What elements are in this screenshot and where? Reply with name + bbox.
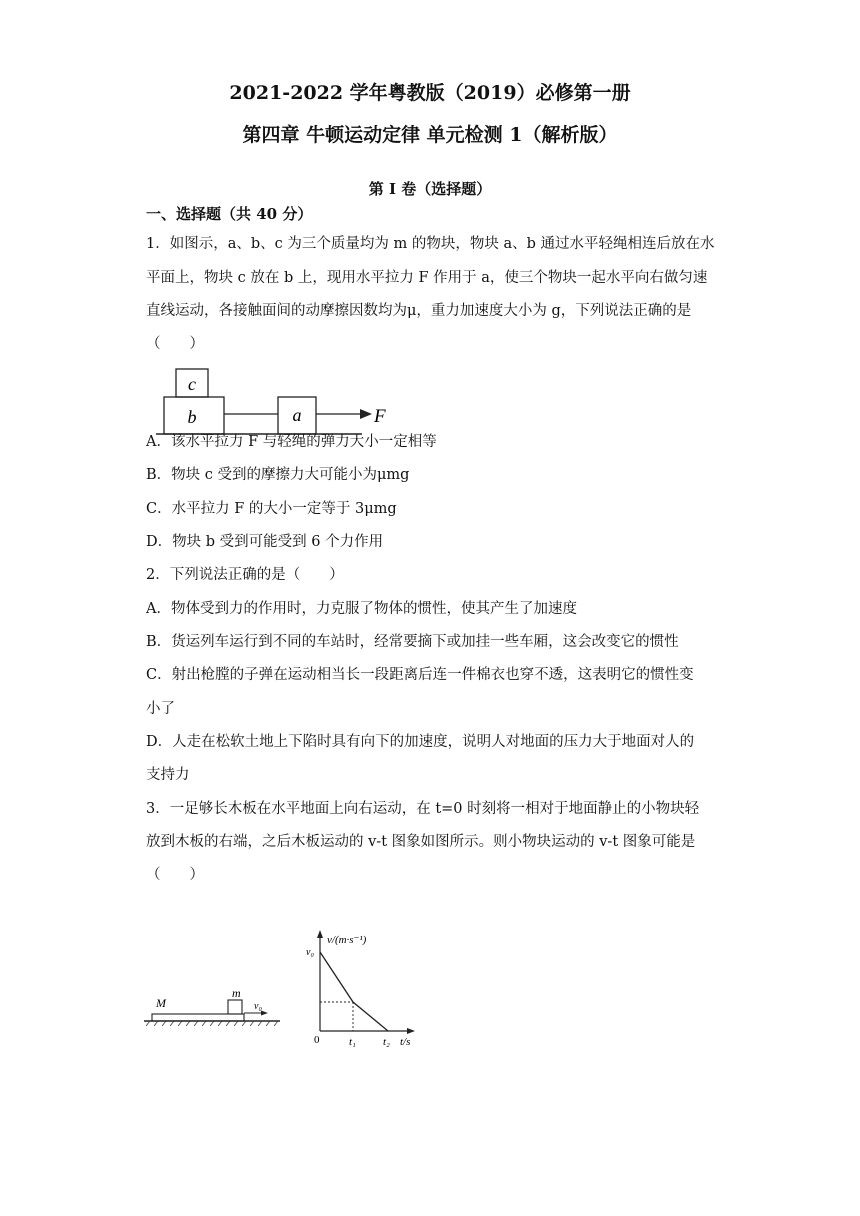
q3-vt-graph: [300, 926, 425, 1051]
label-a: a: [292, 405, 302, 425]
q2-option-c-line1: C．射出枪膛的子弹在运动相当长一段距离后连一件棉衣也穿不透，这表明它的惯性变: [146, 667, 694, 683]
v-axis-arrowhead: [317, 930, 323, 938]
q3-line2: 放到木板的右端，之后木板运动的 v-t 图象如图所示。则小物块运动的 v-t 图象可能是: [146, 834, 696, 850]
label-v0: v₀: [254, 1001, 262, 1012]
q2-option-a: A．物体受到力的作用时，力克服了物体的惯性，使其产生了加速度: [146, 601, 577, 617]
label-c: c: [188, 374, 196, 394]
q1-option-a: A．该水平拉力 F 与轻绳的弹力大小一定相等: [146, 434, 437, 450]
label-m: m: [232, 986, 241, 1000]
block-m: [228, 1000, 242, 1014]
q2-option-d-line1: D．人走在松软土地上下陷时具有向下的加速度，说明人对地面的压力大于地面对人的: [146, 734, 695, 750]
q2-option-b: B．货运列车运行到不同的车站时，经常要摘下或加挂一些车厢，这会改变它的惯性: [146, 634, 679, 650]
q2-option-c-line2: 小了: [146, 701, 175, 717]
v0-axis-label: v₀: [306, 947, 314, 958]
board-M: [152, 1014, 244, 1021]
label-F: F: [374, 406, 386, 427]
t2-label: t₂: [383, 1036, 390, 1048]
t-axis-arrowhead: [407, 1028, 415, 1034]
origin-label: 0: [314, 1034, 320, 1046]
section-title: 一、选择题（共 40 分）: [146, 205, 313, 223]
q3-board-figure: [140, 985, 285, 1030]
ground-hatching: [146, 1021, 278, 1026]
q1-line4: （ ）: [146, 336, 204, 352]
q1-line1: 1．如图示，a、b、c 为三个质量均为 m 的物块，物块 a、b 通过水平轻绳相连后放在水: [146, 236, 715, 252]
label-b: b: [187, 407, 197, 427]
board-vt-line: [320, 952, 388, 1031]
q2-stem: 2．下列说法正确的是（ ）: [146, 567, 344, 583]
q3-line1: 3．一足够长木板在水平地面上向右运动，在 t=0 时刻将一相对于地面静止的小物块轻: [146, 801, 700, 817]
t-axis-label: t/s: [400, 1036, 411, 1048]
v-axis-label: v/(m·s⁻¹): [327, 934, 367, 946]
part-title: 第 I 卷（选择题）: [368, 180, 492, 198]
label-M: M: [156, 996, 166, 1010]
q1-option-c: C．水平拉力 F 的大小一定等于 3μmg: [146, 501, 397, 517]
velocity-arrowhead: [261, 1011, 268, 1016]
doc-title-line2: 第四章 牛顿运动定律 单元检测 1（解析版）: [242, 124, 618, 146]
q1-line3: 直线运动，各接触面间的动摩擦因数均为μ，重力加速度大小为 g，下列说法正确的是: [146, 303, 692, 319]
doc-title-line1: 2021-2022 学年粤教版（2019）必修第一册: [229, 82, 631, 104]
q1-line2: 平面上，物块 c 放在 b 上，现用水平拉力 F 作用于 a，使三个物块一起水平向右做匀速: [146, 270, 708, 286]
q3-line3: （ ）: [146, 867, 204, 883]
q1-option-b: B．物块 c 受到的摩擦力大可能小为μmg: [146, 467, 410, 483]
force-arrowhead: [360, 409, 372, 419]
q1-option-d: D．物块 b 受到可能受到 6 个力作用: [146, 534, 384, 550]
t1-label: t₁: [349, 1036, 356, 1048]
q1-blocks-figure: [150, 362, 395, 440]
q2-option-d-line2: 支持力: [146, 767, 190, 783]
